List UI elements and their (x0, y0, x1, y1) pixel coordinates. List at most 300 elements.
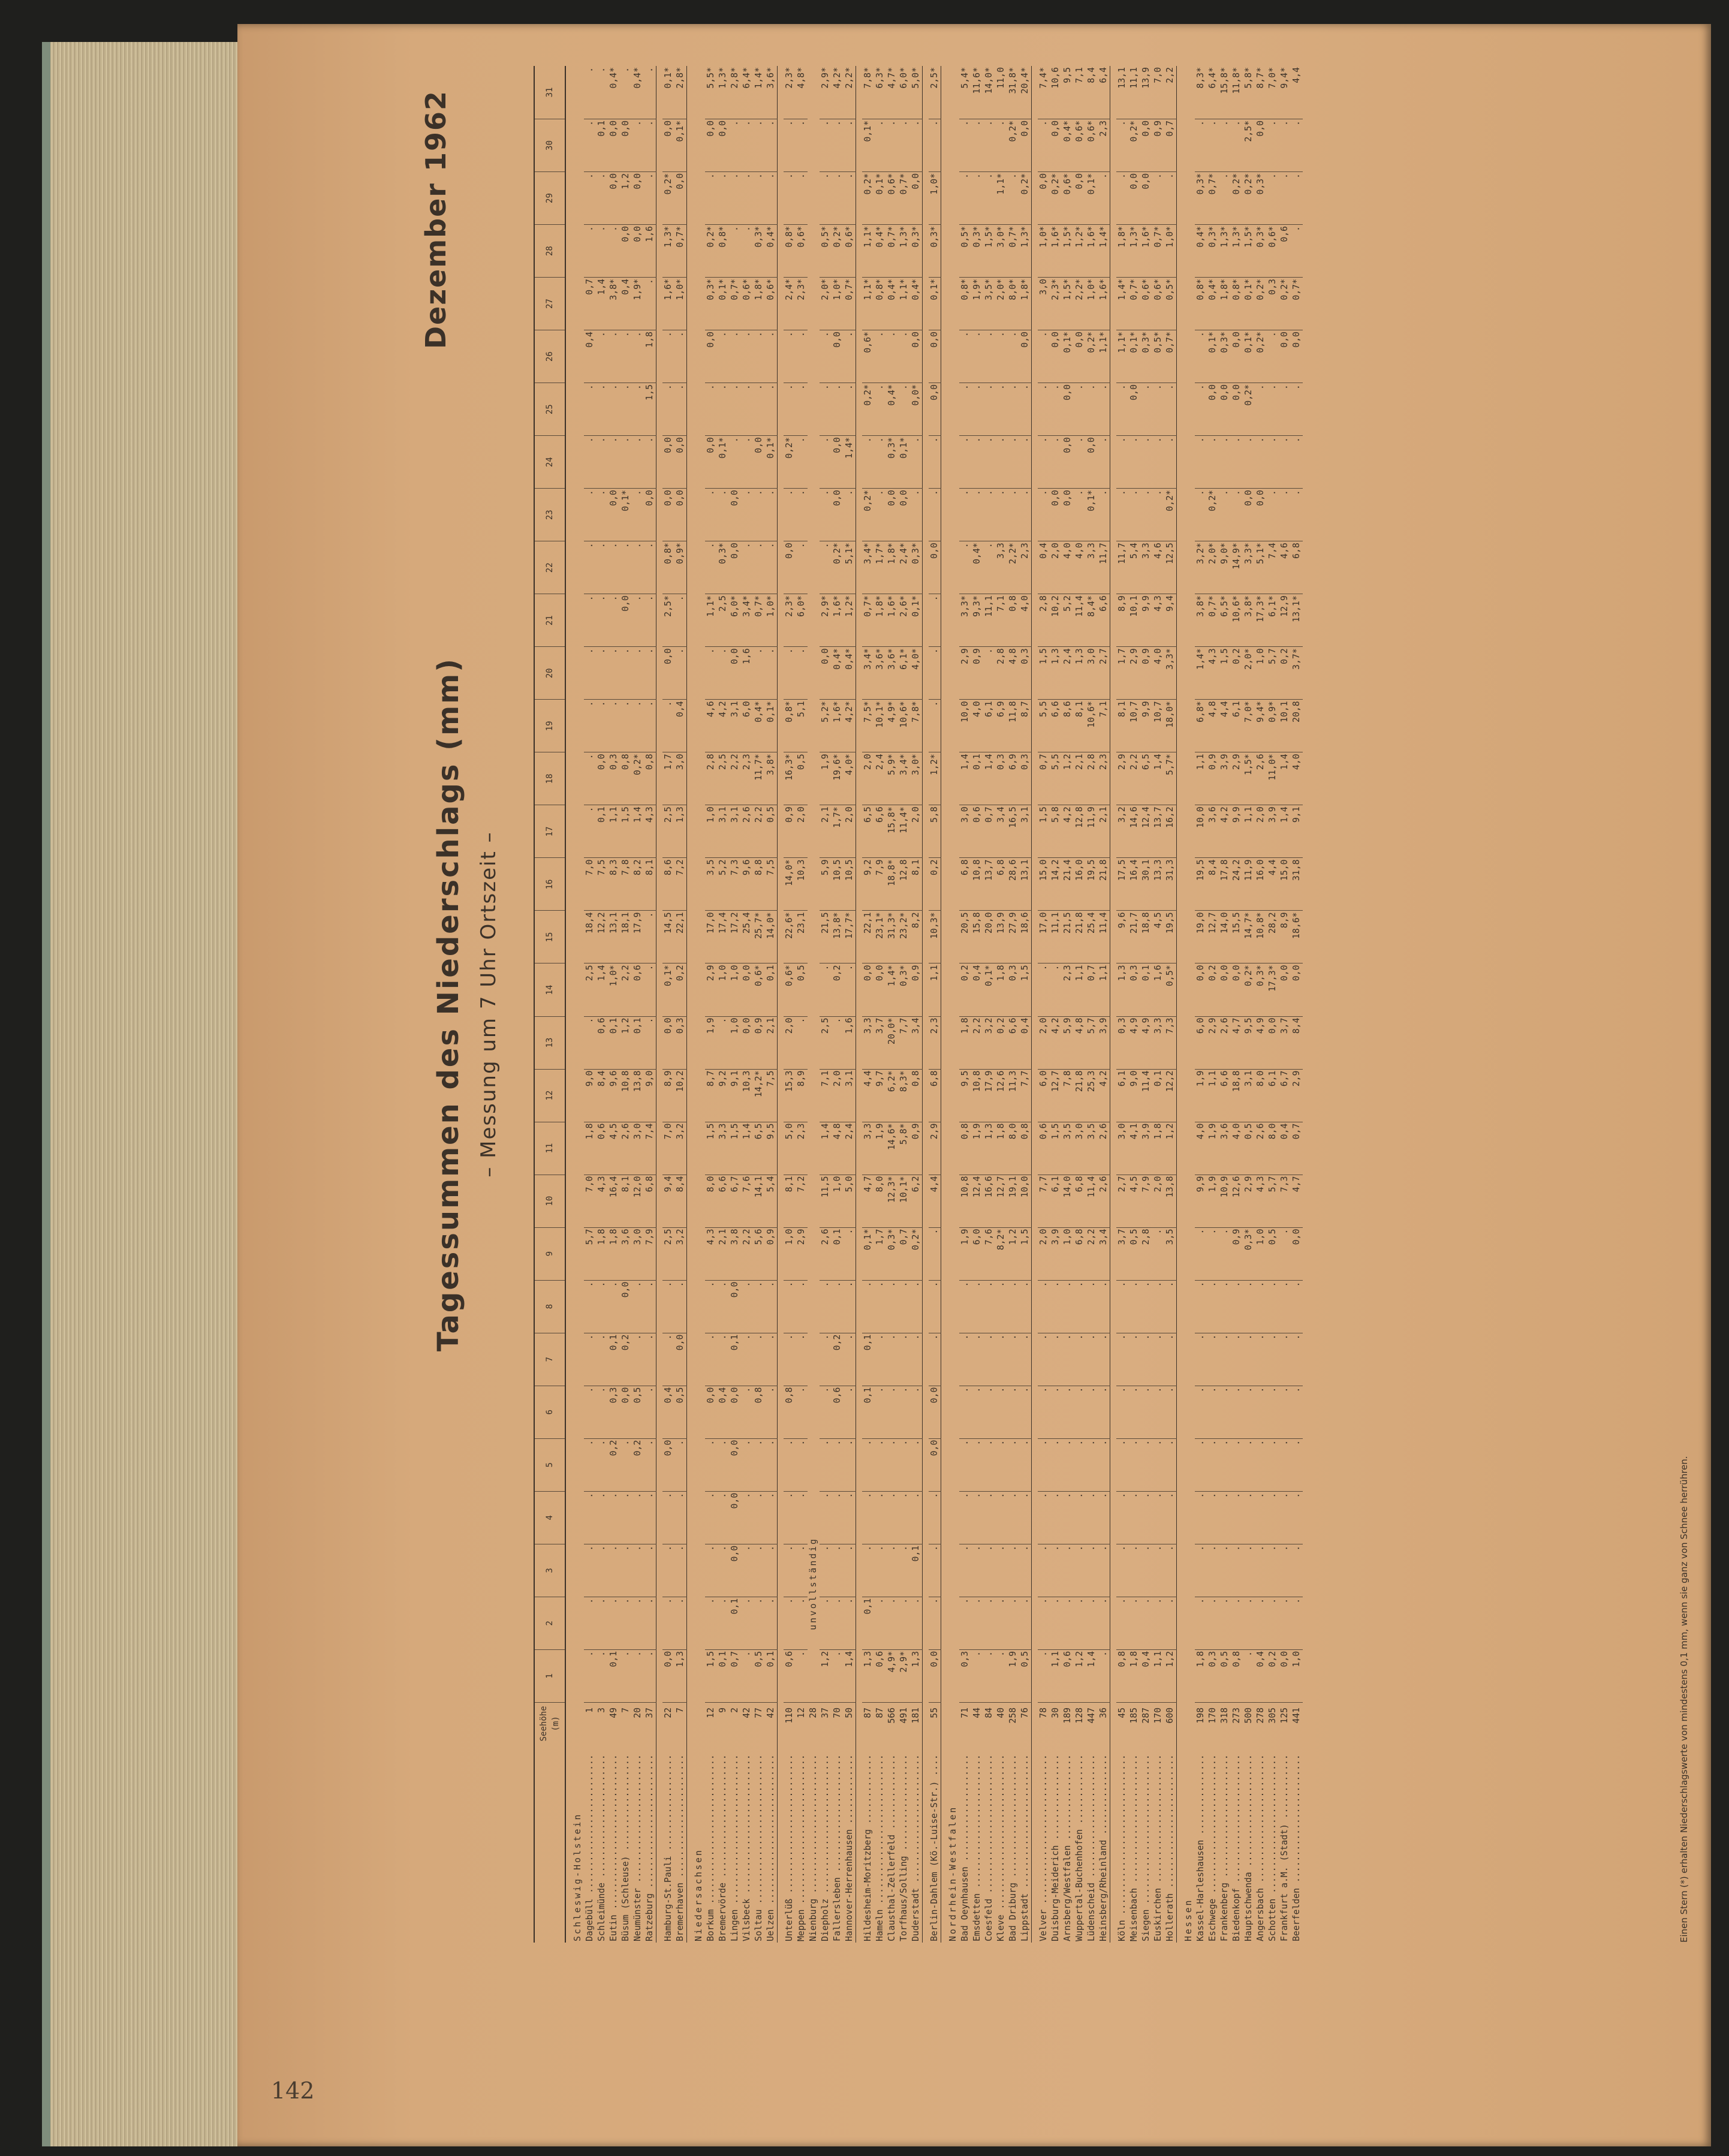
precip-value: . (1074, 383, 1086, 436)
precip-value: 0,0 (674, 436, 687, 489)
precip-value: . (584, 66, 596, 119)
precip-value: . (971, 436, 983, 489)
precip-value: . (608, 1544, 620, 1597)
precip-value: . (929, 647, 941, 700)
precip-value: . (644, 963, 656, 1016)
precip-value: 3,6* (874, 647, 886, 700)
precip-value: 0,4 (1279, 1122, 1291, 1175)
precip-value: . (959, 119, 971, 171)
precip-value: 12,4 (971, 1175, 983, 1227)
precip-value: 1,6* (1140, 225, 1152, 278)
precip-value: 8,3* (1195, 66, 1207, 119)
precip-value: . (1279, 436, 1291, 489)
precip-value: 0,9* (674, 541, 687, 594)
precip-value: . (1116, 1333, 1128, 1386)
precip-value: . (796, 541, 808, 594)
precip-value: . (1152, 1280, 1164, 1333)
precip-value: . (1050, 1333, 1062, 1386)
precip-value: 7,2 (796, 1175, 808, 1227)
footnote: Einen Stern (*) erhalten Niederschlagswerte von mindestens 0,1 mm, wenn sie ganz von Schnee herrühren. (1679, 1456, 1689, 1943)
precip-value: 3,4* (862, 647, 874, 700)
precip-value: . (753, 119, 765, 171)
precip-value: . (983, 1438, 995, 1491)
precip-value: 1,4 (1086, 1649, 1098, 1702)
precip-value: 14,2 (1050, 858, 1062, 911)
precip-value: . (1128, 489, 1140, 541)
precip-value: 6,5 (1140, 752, 1152, 805)
precip-value: 0,2* (1164, 489, 1177, 541)
precip-value: 0,4* (608, 66, 620, 119)
precip-value: . (874, 383, 886, 436)
precip-value: . (1195, 1280, 1207, 1333)
precip-value: 2,2 (1164, 66, 1177, 119)
precip-value: 3,0* (995, 225, 1007, 278)
precip-value: . (596, 1491, 608, 1544)
precip-value: 0,0 (910, 172, 923, 225)
precip-value: 7,8 (1062, 1069, 1074, 1122)
precip-value: . (1195, 119, 1207, 171)
precip-value: . (1243, 1491, 1255, 1544)
precip-value: . (1207, 436, 1219, 489)
precip-value: . (1019, 1544, 1032, 1597)
precip-value: . (995, 1333, 1007, 1386)
precip-value: 3,2 (674, 1227, 687, 1280)
precip-value: . (1007, 330, 1019, 383)
station-name: Siegen ............................ (1141, 1754, 1151, 1941)
precip-value: 3,9 (1098, 1016, 1110, 1069)
precip-value: 10,3 (741, 1069, 753, 1122)
table-row (620, 66, 632, 1943)
precip-value: . (632, 383, 644, 436)
precip-value: 2,0 (832, 1069, 844, 1122)
precip-value: . (1007, 1280, 1019, 1333)
precip-value: 2,8* (729, 66, 741, 119)
precip-value: . (844, 963, 856, 1016)
precip-value: 2,3 (1098, 119, 1110, 171)
precip-value: 4,2 (1062, 805, 1074, 858)
precip-value: 8,2 (910, 911, 923, 963)
precip-value: 1,0* (1086, 278, 1098, 330)
precip-value: . (753, 1597, 765, 1649)
precip-value: 1,3 (862, 1649, 874, 1702)
precip-value: . (662, 1597, 674, 1649)
precip-value: 4,2 (1098, 1069, 1110, 1122)
precip-value: . (898, 330, 910, 383)
precip-value: . (1098, 436, 1110, 489)
precip-value: 11,9 (1243, 858, 1255, 911)
precip-value: 0,2* (1243, 172, 1255, 225)
precip-value: 4,5 (1128, 1175, 1140, 1227)
precip-value: 0,8 (1116, 1649, 1128, 1702)
precip-value: 0,7 (1086, 963, 1098, 1016)
precip-value: 5,7 (1086, 1016, 1098, 1069)
precip-value: 0,3 (674, 1016, 687, 1069)
precip-value: 4,2* (844, 700, 856, 752)
precip-value: 6,6 (1098, 594, 1110, 647)
precip-value: 4,2 (1050, 1016, 1062, 1069)
table-row (886, 66, 898, 1943)
region-heading-row (572, 66, 584, 1943)
precip-value: 0,0 (620, 594, 632, 647)
precip-value: . (844, 1544, 856, 1597)
station-elevation: 9 (718, 1707, 728, 1713)
precip-value: . (910, 436, 923, 489)
precip-value: 0,0 (608, 172, 620, 225)
precip-value: . (1219, 1438, 1231, 1491)
precip-value: . (1086, 1491, 1098, 1544)
precip-value: 7,0 (662, 1122, 674, 1175)
precip-value: 1,2 (1164, 1649, 1177, 1702)
precip-value: 4,0 (1062, 541, 1074, 594)
precip-value: 2,2 (741, 1227, 753, 1280)
precip-value: 2,0 (844, 805, 856, 858)
precip-value: 3,0 (1116, 1122, 1128, 1175)
station-name: Frankfurt a.M. (Stadt) ............ (1279, 1754, 1290, 1941)
precip-value: . (741, 1280, 753, 1333)
precip-value: . (705, 541, 717, 594)
precip-value: 13,1 (1019, 858, 1032, 911)
precip-value: 2,3 (741, 752, 753, 805)
precip-value: . (632, 1280, 644, 1333)
precip-value: 0,0 (620, 1280, 632, 1333)
precip-value: . (753, 1280, 765, 1333)
station-elevation: 87 (863, 1707, 873, 1718)
precip-value: 1,3* (717, 66, 729, 119)
precip-value: . (1038, 1386, 1050, 1438)
precip-value: 4,6 (1152, 541, 1164, 594)
precip-value: . (1195, 1227, 1207, 1280)
precip-value: . (674, 1597, 687, 1649)
precip-value: 4,4 (862, 1069, 874, 1122)
station-elevation: 49 (609, 1707, 619, 1718)
precip-value: 4,0* (910, 647, 923, 700)
precip-value: . (820, 330, 832, 383)
precip-value: . (584, 436, 596, 489)
table-row (844, 66, 856, 1943)
precip-value: 1,9 (1195, 1069, 1207, 1122)
precip-value: . (959, 1597, 971, 1649)
day-column-header: 13 (534, 1016, 565, 1069)
precip-value: . (910, 1597, 923, 1649)
precip-value: . (1007, 1544, 1019, 1597)
precip-value: 22,1 (862, 911, 874, 963)
precip-value: 1,7 (1116, 647, 1128, 700)
precip-value: . (584, 1438, 596, 1491)
precip-value: . (1086, 1438, 1098, 1491)
precip-value: 0,5 (1128, 1227, 1140, 1280)
station-name: Vilsbeck .......................... (742, 1754, 752, 1941)
precip-value: 1,3 (674, 1649, 687, 1702)
precip-value: 13,1 (1116, 66, 1128, 119)
precip-value: . (1279, 119, 1291, 171)
precip-value: . (820, 1386, 832, 1438)
precip-value: 0,3 (1116, 1016, 1128, 1069)
precip-value: 0,9* (1267, 700, 1279, 752)
precip-value: . (1207, 1597, 1219, 1649)
precip-value: 2,9* (820, 66, 832, 119)
precip-value: . (1291, 1280, 1303, 1333)
precip-value: 0,9 (765, 1227, 778, 1280)
precip-value: 1,7* (874, 541, 886, 594)
precip-value: 1,4 (596, 963, 608, 1016)
precip-value: 2,3* (796, 278, 808, 330)
precip-value: 2,9 (1128, 647, 1140, 700)
precip-value: . (1098, 172, 1110, 225)
precip-value: 8,7 (1019, 700, 1032, 752)
station-elevation: 7 (675, 1707, 685, 1713)
precip-value: . (741, 119, 753, 171)
precip-value: 22,1 (674, 911, 687, 963)
precip-value: 3,0 (632, 1122, 644, 1175)
day-column-header: 27 (534, 278, 565, 330)
precip-value: 1,8 (995, 1122, 1007, 1175)
precip-value: . (1243, 1544, 1255, 1597)
precip-value: . (741, 436, 753, 489)
precip-value: . (820, 1280, 832, 1333)
table-row (1207, 66, 1219, 1943)
precip-value: 0,1* (662, 963, 674, 1016)
precip-value: 5,8 (1050, 805, 1062, 858)
precip-value: 0,1 (832, 1227, 844, 1280)
precip-value: 1,0 (1255, 1227, 1267, 1280)
day-column-header: 10 (534, 1175, 565, 1227)
station-name: Lingen ............................ (730, 1754, 740, 1941)
precip-value: . (1038, 1544, 1050, 1597)
precip-value: . (983, 647, 995, 700)
precip-value: 0,7* (886, 225, 898, 278)
precip-value: . (717, 1544, 729, 1597)
precip-value: 0,4* (874, 225, 886, 278)
precip-value: 8,4 (1086, 66, 1098, 119)
precip-value: . (995, 1386, 1007, 1438)
precip-value: 1,0* (929, 172, 941, 225)
precip-value: 0,1 (910, 1544, 923, 1597)
precip-value: 0,0 (741, 963, 753, 1016)
precip-value: . (971, 1544, 983, 1597)
precip-value: 2,0 (1050, 541, 1062, 594)
precip-value: . (1007, 489, 1019, 541)
precip-value: 6,8 (929, 1069, 941, 1122)
precip-value: . (1007, 1597, 1019, 1649)
precip-value: . (1164, 1386, 1177, 1438)
precip-value: . (1062, 1280, 1074, 1333)
precip-value: 7,1 (995, 594, 1007, 647)
precip-value: 0,2* (862, 489, 874, 541)
precip-value: 0,2* (1255, 278, 1267, 330)
precip-value: . (1207, 1438, 1219, 1491)
precip-value: . (644, 278, 656, 330)
precip-value: . (1050, 1438, 1062, 1491)
precip-value: 10,8* (1255, 911, 1267, 963)
precip-value: . (898, 1333, 910, 1386)
station-name: Eutin ............................. (609, 1754, 619, 1941)
day-column-header: 17 (534, 805, 565, 858)
precip-value: 2,0 (1255, 805, 1267, 858)
precip-value: . (1152, 1544, 1164, 1597)
precip-value: 1,0 (729, 1016, 741, 1069)
precip-value: 0,2* (632, 752, 644, 805)
precip-value: 10,0 (1195, 805, 1207, 858)
precip-value: 4,9 (1255, 1016, 1267, 1069)
precip-value: 4,8 (1007, 647, 1019, 700)
precip-value: . (1098, 1438, 1110, 1491)
precip-value: . (765, 383, 778, 436)
precip-value: 8,2* (995, 1227, 1007, 1280)
precip-value: 7,3 (1279, 1175, 1291, 1227)
precip-value: . (796, 1280, 808, 1333)
precip-value: 0,1 (729, 1333, 741, 1386)
station-elevation: 125 (1279, 1707, 1290, 1724)
precip-value: . (971, 1386, 983, 1438)
precip-value: 2,9* (898, 1649, 910, 1702)
table-row (705, 66, 717, 1943)
precip-value: 0,3* (1195, 172, 1207, 225)
precip-value: 0,0 (1291, 963, 1303, 1016)
precip-value: . (995, 330, 1007, 383)
precip-value: . (620, 66, 632, 119)
precip-value: . (1140, 383, 1152, 436)
precip-value: 0,0 (929, 541, 941, 594)
precip-value: . (632, 330, 644, 383)
precip-value: 3,1 (717, 805, 729, 858)
precip-value: . (1255, 1438, 1267, 1491)
precip-value: 0,3* (1219, 330, 1231, 383)
station-name: Emsdetten ......................... (972, 1754, 982, 1941)
station-elevation: 50 (844, 1707, 854, 1718)
precip-value: 2,2 (1086, 1227, 1098, 1280)
precip-value: . (898, 1438, 910, 1491)
precip-value: 0,1* (1207, 330, 1219, 383)
precip-value: . (1152, 489, 1164, 541)
precip-value: . (620, 647, 632, 700)
precip-value: 1,6* (1050, 225, 1062, 278)
precip-value: 0,6 (596, 1016, 608, 1069)
precip-value: 0,6 (874, 1649, 886, 1702)
station-elevation: 20 (632, 1707, 643, 1718)
precip-value: 0,6* (784, 963, 796, 1016)
precip-value: 11,1 (983, 594, 995, 647)
precip-value: 1,9 (820, 752, 832, 805)
precip-value: . (765, 172, 778, 225)
precip-value: 11,5 (820, 1175, 832, 1227)
day-column-header: 9 (534, 1227, 565, 1280)
precip-value: 10,0 (959, 700, 971, 752)
day-column-header: 6 (534, 1386, 565, 1438)
precip-value: 0,0 (1074, 172, 1086, 225)
table-row (674, 66, 687, 1943)
precip-value: . (765, 1386, 778, 1438)
precip-value: 11,3 (1007, 1069, 1019, 1122)
precip-value: . (644, 436, 656, 489)
precip-value: 17,0 (705, 911, 717, 963)
precip-value: 16,5 (1007, 805, 1019, 858)
precip-value: 0,0 (662, 1649, 674, 1702)
precip-value: 10,8 (971, 858, 983, 911)
precip-value: . (674, 594, 687, 647)
precip-value: 1,2* (929, 752, 941, 805)
precip-value: 0,4 (674, 700, 687, 752)
precip-value: 1,1 (1195, 752, 1207, 805)
precip-value: . (584, 1016, 596, 1069)
precip-value: . (1019, 1597, 1032, 1649)
precip-value: 3,9 (1219, 752, 1231, 805)
precip-value: 2,9 (1291, 1069, 1303, 1122)
precip-value: 28,6 (1007, 858, 1019, 911)
precip-value: . (844, 1386, 856, 1438)
precip-value: . (1074, 1280, 1086, 1333)
precip-value: 3,5* (983, 278, 995, 330)
precip-value: 0,2 (1231, 647, 1243, 700)
precip-value: 2,8 (1038, 594, 1050, 647)
precip-value: 0,1* (862, 119, 874, 171)
precip-value: 0,3 (1007, 963, 1019, 1016)
precip-value: . (608, 1597, 620, 1649)
precip-value: 1,5* (983, 225, 995, 278)
precip-value: 1,9 (1007, 1649, 1019, 1702)
precip-value: . (1152, 1438, 1164, 1491)
precip-value: . (820, 1333, 832, 1386)
precip-value: . (983, 436, 995, 489)
precip-value: . (929, 1280, 941, 1333)
table-row (1279, 66, 1291, 1943)
precip-value: 15,8* (1219, 66, 1231, 119)
precip-value: . (1007, 172, 1019, 225)
precip-value: . (1152, 383, 1164, 436)
precip-value: 7,9 (874, 858, 886, 911)
station-name: Borkum ............................ (706, 1754, 716, 1941)
precip-value: . (1267, 1280, 1279, 1333)
precip-value: . (620, 436, 632, 489)
precip-value: 2,7 (1098, 647, 1110, 700)
precip-value: 1,1 (1243, 805, 1255, 858)
precip-value: 0,8* (784, 700, 796, 752)
precip-value: 0,1* (1243, 330, 1255, 383)
precip-value: 21,8 (1074, 1069, 1086, 1122)
precip-value: . (796, 383, 808, 436)
precip-value: 2,6 (1255, 1122, 1267, 1175)
precip-value: 2,0 (1038, 1227, 1050, 1280)
precip-value: . (874, 1333, 886, 1386)
precip-value: 5,7 (1267, 1175, 1279, 1227)
precip-value: . (674, 647, 687, 700)
precip-value: 0,1 (765, 1649, 778, 1702)
page-number: 142 (271, 2077, 315, 2104)
precip-value: 4,3 (596, 1175, 608, 1227)
precip-value: 0,3* (1243, 1227, 1255, 1280)
precip-value: 1,5 (1019, 1227, 1032, 1280)
precip-value: 0,7 (584, 278, 596, 330)
precip-value: 8,4 (1207, 858, 1219, 911)
precip-value: 0,0 (929, 383, 941, 436)
precip-value: 5,4* (959, 66, 971, 119)
precip-value: 19,0 (1195, 911, 1207, 963)
precip-value: 0,8* (784, 225, 796, 278)
precip-value: 0,5 (674, 1386, 687, 1438)
precip-value: 0,0 (1019, 330, 1032, 383)
precip-value: 17,4 (717, 911, 729, 963)
station-name: Hildesheim-Moritzberg ............. (863, 1754, 873, 1941)
precip-value: . (820, 172, 832, 225)
precip-value: 0,0 (608, 489, 620, 541)
precip-value: 10,1* (898, 1175, 910, 1227)
precip-value: . (1074, 1333, 1086, 1386)
precip-value: 11,4 (1140, 1069, 1152, 1122)
precip-value: . (1231, 1386, 1243, 1438)
station-elevation: 305 (1267, 1707, 1278, 1724)
precip-value: 4,0 (971, 700, 983, 752)
precip-value: 0,2 (1279, 647, 1291, 700)
precip-value: . (620, 330, 632, 383)
